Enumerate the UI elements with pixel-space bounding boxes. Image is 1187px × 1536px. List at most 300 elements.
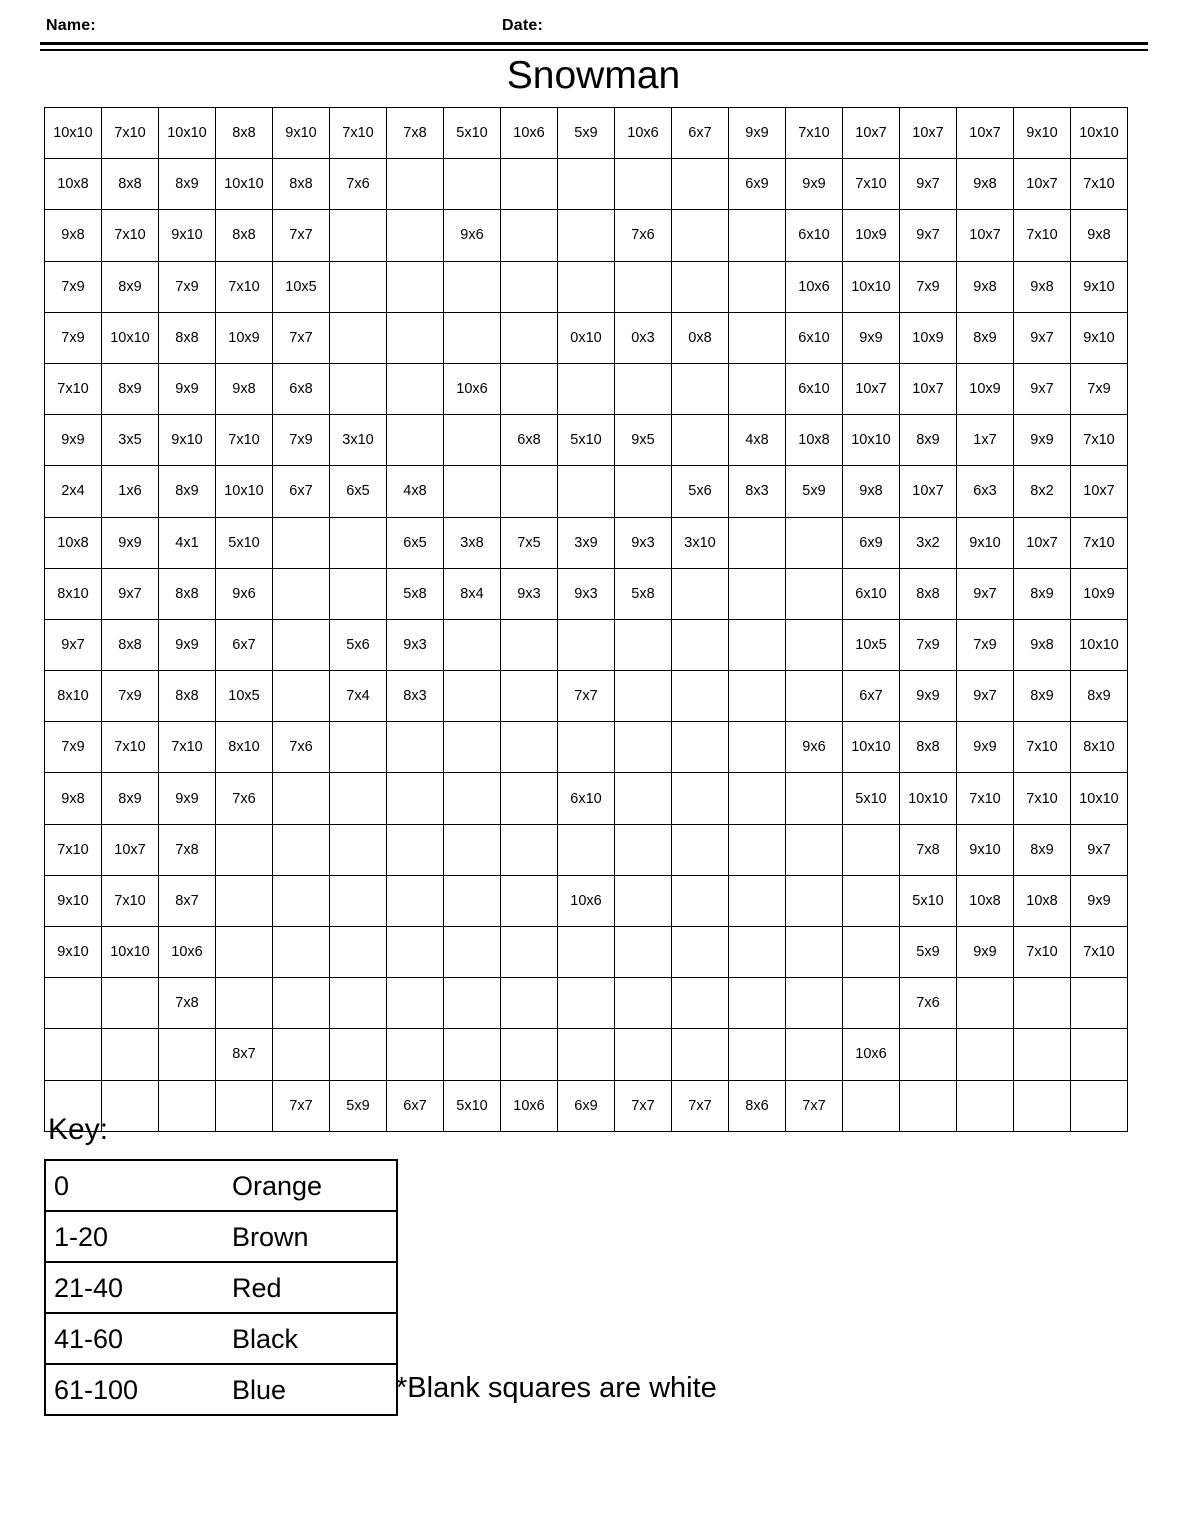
puzzle-cell[interactable]: 7x7 <box>273 210 330 261</box>
puzzle-cell[interactable]: 8x9 <box>102 261 159 312</box>
puzzle-cell[interactable]: 10x9 <box>843 210 900 261</box>
puzzle-cell[interactable]: 9x9 <box>729 108 786 159</box>
puzzle-cell[interactable] <box>102 978 159 1029</box>
puzzle-cell[interactable]: 9x8 <box>1014 619 1071 670</box>
puzzle-cell[interactable]: 7x9 <box>45 312 102 363</box>
puzzle-cell[interactable]: 10x7 <box>1014 517 1071 568</box>
puzzle-cell[interactable] <box>729 312 786 363</box>
puzzle-cell[interactable]: 7x10 <box>1071 927 1128 978</box>
puzzle-cell[interactable]: 6x8 <box>501 415 558 466</box>
puzzle-cell[interactable]: 7x10 <box>957 773 1014 824</box>
puzzle-cell[interactable]: 10x6 <box>615 108 672 159</box>
puzzle-cell[interactable] <box>45 1029 102 1080</box>
puzzle-cell[interactable] <box>1071 1080 1128 1131</box>
puzzle-cell[interactable]: 10x10 <box>900 773 957 824</box>
puzzle-cell[interactable]: 5x8 <box>387 568 444 619</box>
puzzle-cell[interactable]: 9x8 <box>957 261 1014 312</box>
puzzle-cell[interactable] <box>273 978 330 1029</box>
puzzle-cell[interactable] <box>501 363 558 414</box>
puzzle-cell[interactable]: 9x8 <box>45 773 102 824</box>
puzzle-cell[interactable]: 9x8 <box>216 363 273 414</box>
puzzle-cell[interactable] <box>786 568 843 619</box>
puzzle-cell[interactable] <box>330 210 387 261</box>
puzzle-cell[interactable] <box>729 875 786 926</box>
puzzle-cell[interactable] <box>786 824 843 875</box>
puzzle-cell[interactable] <box>558 722 615 773</box>
puzzle-cell[interactable]: 7x9 <box>273 415 330 466</box>
puzzle-cell[interactable]: 7x10 <box>786 108 843 159</box>
puzzle-cell[interactable] <box>672 159 729 210</box>
puzzle-cell[interactable] <box>615 875 672 926</box>
puzzle-cell[interactable]: 3x10 <box>330 415 387 466</box>
puzzle-cell[interactable] <box>729 773 786 824</box>
puzzle-cell[interactable] <box>444 978 501 1029</box>
puzzle-cell[interactable] <box>501 722 558 773</box>
puzzle-cell[interactable] <box>786 1029 843 1080</box>
puzzle-cell[interactable]: 1x6 <box>102 466 159 517</box>
puzzle-cell[interactable] <box>444 671 501 722</box>
puzzle-cell[interactable]: 10x9 <box>957 363 1014 414</box>
puzzle-cell[interactable]: 10x8 <box>957 875 1014 926</box>
puzzle-cell[interactable]: 6x9 <box>729 159 786 210</box>
puzzle-cell[interactable]: 10x10 <box>843 261 900 312</box>
puzzle-cell[interactable]: 7x9 <box>102 671 159 722</box>
puzzle-cell[interactable]: 7x10 <box>1014 210 1071 261</box>
puzzle-cell[interactable]: 8x9 <box>957 312 1014 363</box>
puzzle-cell[interactable]: 9x9 <box>159 773 216 824</box>
puzzle-cell[interactable]: 9x7 <box>1014 312 1071 363</box>
puzzle-cell[interactable]: 8x8 <box>900 568 957 619</box>
puzzle-cell[interactable] <box>672 722 729 773</box>
puzzle-cell[interactable]: 9x10 <box>159 210 216 261</box>
puzzle-cell[interactable]: 7x7 <box>558 671 615 722</box>
puzzle-cell[interactable] <box>729 363 786 414</box>
puzzle-cell[interactable]: 10x10 <box>1071 773 1128 824</box>
puzzle-cell[interactable]: 0x10 <box>558 312 615 363</box>
puzzle-cell[interactable]: 7x7 <box>672 1080 729 1131</box>
puzzle-cell[interactable]: 9x3 <box>501 568 558 619</box>
puzzle-cell[interactable] <box>387 722 444 773</box>
puzzle-cell[interactable] <box>615 722 672 773</box>
puzzle-cell[interactable]: 6x7 <box>672 108 729 159</box>
puzzle-cell[interactable]: 3x9 <box>558 517 615 568</box>
puzzle-cell[interactable] <box>444 466 501 517</box>
puzzle-cell[interactable]: 5x10 <box>843 773 900 824</box>
puzzle-cell[interactable]: 9x9 <box>102 517 159 568</box>
puzzle-cell[interactable]: 5x9 <box>558 108 615 159</box>
puzzle-cell[interactable] <box>330 978 387 1029</box>
puzzle-cell[interactable] <box>1014 978 1071 1029</box>
puzzle-cell[interactable] <box>387 415 444 466</box>
puzzle-cell[interactable]: 10x6 <box>444 363 501 414</box>
puzzle-cell[interactable] <box>672 824 729 875</box>
puzzle-cell[interactable] <box>501 261 558 312</box>
puzzle-cell[interactable] <box>444 415 501 466</box>
puzzle-cell[interactable]: 9x9 <box>45 415 102 466</box>
puzzle-cell[interactable]: 9x9 <box>900 671 957 722</box>
puzzle-cell[interactable] <box>159 1029 216 1080</box>
puzzle-cell[interactable] <box>729 978 786 1029</box>
puzzle-cell[interactable] <box>444 722 501 773</box>
puzzle-cell[interactable]: 7x10 <box>1014 927 1071 978</box>
puzzle-cell[interactable]: 7x10 <box>1014 722 1071 773</box>
puzzle-cell[interactable]: 7x9 <box>957 619 1014 670</box>
puzzle-cell[interactable] <box>273 773 330 824</box>
puzzle-cell[interactable] <box>330 261 387 312</box>
puzzle-cell[interactable]: 9x9 <box>159 619 216 670</box>
puzzle-cell[interactable]: 8x9 <box>1014 568 1071 619</box>
puzzle-cell[interactable]: 10x8 <box>1014 875 1071 926</box>
puzzle-cell[interactable] <box>501 619 558 670</box>
puzzle-cell[interactable]: 9x10 <box>1014 108 1071 159</box>
puzzle-cell[interactable]: 9x7 <box>900 210 957 261</box>
puzzle-cell[interactable]: 8x8 <box>159 671 216 722</box>
puzzle-cell[interactable]: 10x6 <box>501 108 558 159</box>
puzzle-cell[interactable] <box>786 619 843 670</box>
puzzle-cell[interactable]: 10x7 <box>957 210 1014 261</box>
puzzle-cell[interactable] <box>501 875 558 926</box>
puzzle-cell[interactable] <box>1071 1029 1128 1080</box>
puzzle-cell[interactable] <box>729 722 786 773</box>
puzzle-cell[interactable] <box>615 1029 672 1080</box>
puzzle-cell[interactable] <box>729 619 786 670</box>
puzzle-cell[interactable]: 10x7 <box>1071 466 1128 517</box>
puzzle-cell[interactable] <box>273 619 330 670</box>
puzzle-cell[interactable]: 10x6 <box>558 875 615 926</box>
puzzle-cell[interactable]: 8x3 <box>387 671 444 722</box>
puzzle-cell[interactable]: 7x8 <box>159 824 216 875</box>
puzzle-cell[interactable] <box>444 1029 501 1080</box>
puzzle-cell[interactable] <box>501 671 558 722</box>
puzzle-cell[interactable]: 2x4 <box>45 466 102 517</box>
puzzle-cell[interactable] <box>444 875 501 926</box>
puzzle-cell[interactable] <box>387 363 444 414</box>
puzzle-cell[interactable]: 6x8 <box>273 363 330 414</box>
puzzle-cell[interactable]: 8x7 <box>216 1029 273 1080</box>
puzzle-cell[interactable] <box>558 466 615 517</box>
puzzle-cell[interactable]: 9x8 <box>843 466 900 517</box>
puzzle-cell[interactable]: 9x10 <box>45 875 102 926</box>
puzzle-cell[interactable] <box>843 927 900 978</box>
puzzle-cell[interactable] <box>786 927 843 978</box>
puzzle-cell[interactable] <box>159 1080 216 1131</box>
puzzle-cell[interactable]: 6x5 <box>330 466 387 517</box>
puzzle-cell[interactable]: 7x7 <box>273 1080 330 1131</box>
puzzle-cell[interactable]: 9x10 <box>1071 261 1128 312</box>
puzzle-cell[interactable] <box>273 875 330 926</box>
puzzle-cell[interactable] <box>273 568 330 619</box>
puzzle-cell[interactable]: 9x8 <box>1071 210 1128 261</box>
puzzle-cell[interactable]: 8x9 <box>102 773 159 824</box>
puzzle-cell[interactable] <box>729 517 786 568</box>
puzzle-cell[interactable]: 8x8 <box>159 312 216 363</box>
puzzle-cell[interactable] <box>672 415 729 466</box>
puzzle-cell[interactable] <box>216 978 273 1029</box>
puzzle-cell[interactable] <box>444 927 501 978</box>
puzzle-cell[interactable]: 7x6 <box>273 722 330 773</box>
puzzle-cell[interactable] <box>387 261 444 312</box>
puzzle-cell[interactable]: 7x8 <box>159 978 216 1029</box>
puzzle-cell[interactable] <box>501 159 558 210</box>
puzzle-cell[interactable]: 7x7 <box>615 1080 672 1131</box>
puzzle-cell[interactable] <box>444 824 501 875</box>
puzzle-cell[interactable]: 10x8 <box>45 517 102 568</box>
puzzle-cell[interactable] <box>444 773 501 824</box>
puzzle-cell[interactable] <box>558 619 615 670</box>
puzzle-cell[interactable]: 9x3 <box>558 568 615 619</box>
puzzle-cell[interactable]: 7x9 <box>45 722 102 773</box>
puzzle-cell[interactable]: 7x9 <box>45 261 102 312</box>
puzzle-cell[interactable] <box>672 261 729 312</box>
puzzle-cell[interactable] <box>957 1029 1014 1080</box>
puzzle-cell[interactable]: 10x6 <box>786 261 843 312</box>
puzzle-cell[interactable] <box>273 671 330 722</box>
puzzle-cell[interactable] <box>330 722 387 773</box>
puzzle-cell[interactable]: 7x10 <box>1014 773 1071 824</box>
puzzle-cell[interactable] <box>330 312 387 363</box>
puzzle-cell[interactable]: 6x10 <box>786 363 843 414</box>
puzzle-cell[interactable]: 9x9 <box>786 159 843 210</box>
puzzle-cell[interactable] <box>672 1029 729 1080</box>
puzzle-cell[interactable] <box>843 875 900 926</box>
puzzle-cell[interactable] <box>729 210 786 261</box>
puzzle-cell[interactable]: 9x7 <box>102 568 159 619</box>
puzzle-cell[interactable] <box>900 1080 957 1131</box>
puzzle-cell[interactable] <box>102 1080 159 1131</box>
puzzle-cell[interactable] <box>672 875 729 926</box>
puzzle-cell[interactable] <box>558 159 615 210</box>
puzzle-cell[interactable]: 10x7 <box>900 363 957 414</box>
puzzle-cell[interactable]: 7x6 <box>330 159 387 210</box>
puzzle-cell[interactable]: 6x7 <box>387 1080 444 1131</box>
puzzle-cell[interactable]: 9x8 <box>1014 261 1071 312</box>
puzzle-cell[interactable]: 8x8 <box>102 619 159 670</box>
puzzle-cell[interactable]: 9x8 <box>957 159 1014 210</box>
puzzle-cell[interactable]: 10x8 <box>45 159 102 210</box>
puzzle-cell[interactable] <box>672 773 729 824</box>
puzzle-cell[interactable] <box>615 773 672 824</box>
puzzle-cell[interactable]: 5x10 <box>444 108 501 159</box>
puzzle-cell[interactable] <box>216 824 273 875</box>
puzzle-cell[interactable]: 5x8 <box>615 568 672 619</box>
puzzle-cell[interactable] <box>501 824 558 875</box>
puzzle-cell[interactable] <box>558 1029 615 1080</box>
puzzle-cell[interactable]: 9x9 <box>159 363 216 414</box>
puzzle-cell[interactable]: 8x10 <box>45 568 102 619</box>
puzzle-cell[interactable]: 9x7 <box>900 159 957 210</box>
puzzle-cell[interactable]: 6x10 <box>843 568 900 619</box>
puzzle-cell[interactable]: 10x10 <box>843 415 900 466</box>
puzzle-cell[interactable] <box>615 619 672 670</box>
puzzle-cell[interactable]: 10x7 <box>843 363 900 414</box>
puzzle-cell[interactable]: 7x10 <box>1071 159 1128 210</box>
puzzle-cell[interactable]: 7x10 <box>102 210 159 261</box>
puzzle-cell[interactable]: 8x8 <box>216 210 273 261</box>
puzzle-cell[interactable]: 9x10 <box>957 824 1014 875</box>
puzzle-cell[interactable]: 5x9 <box>900 927 957 978</box>
puzzle-cell[interactable] <box>330 927 387 978</box>
puzzle-cell[interactable] <box>729 927 786 978</box>
puzzle-cell[interactable] <box>558 210 615 261</box>
puzzle-cell[interactable] <box>558 261 615 312</box>
puzzle-cell[interactable] <box>387 312 444 363</box>
puzzle-cell[interactable]: 10x7 <box>1014 159 1071 210</box>
puzzle-cell[interactable]: 8x9 <box>159 466 216 517</box>
puzzle-cell[interactable]: 9x5 <box>615 415 672 466</box>
puzzle-cell[interactable]: 6x10 <box>786 210 843 261</box>
puzzle-cell[interactable]: 6x7 <box>843 671 900 722</box>
puzzle-cell[interactable]: 5x6 <box>330 619 387 670</box>
puzzle-cell[interactable]: 8x9 <box>102 363 159 414</box>
puzzle-cell[interactable]: 4x1 <box>159 517 216 568</box>
puzzle-cell[interactable]: 10x6 <box>159 927 216 978</box>
puzzle-cell[interactable] <box>672 619 729 670</box>
puzzle-cell[interactable]: 10x7 <box>900 108 957 159</box>
puzzle-cell[interactable]: 7x10 <box>102 722 159 773</box>
puzzle-cell[interactable] <box>387 927 444 978</box>
puzzle-cell[interactable]: 8x8 <box>159 568 216 619</box>
puzzle-cell[interactable]: 6x7 <box>216 619 273 670</box>
puzzle-cell[interactable]: 8x3 <box>729 466 786 517</box>
puzzle-cell[interactable]: 10x6 <box>843 1029 900 1080</box>
puzzle-cell[interactable]: 8x9 <box>1014 671 1071 722</box>
puzzle-cell[interactable] <box>387 1029 444 1080</box>
puzzle-cell[interactable] <box>1014 1080 1071 1131</box>
puzzle-cell[interactable]: 0x3 <box>615 312 672 363</box>
puzzle-cell[interactable]: 9x7 <box>957 568 1014 619</box>
puzzle-cell[interactable] <box>615 978 672 1029</box>
puzzle-cell[interactable] <box>387 210 444 261</box>
puzzle-cell[interactable]: 7x10 <box>1071 415 1128 466</box>
puzzle-cell[interactable]: 5x10 <box>900 875 957 926</box>
puzzle-cell[interactable] <box>330 568 387 619</box>
puzzle-cell[interactable]: 1x7 <box>957 415 1014 466</box>
puzzle-cell[interactable]: 9x10 <box>273 108 330 159</box>
puzzle-cell[interactable] <box>615 466 672 517</box>
puzzle-cell[interactable]: 5x9 <box>786 466 843 517</box>
puzzle-cell[interactable]: 8x8 <box>273 159 330 210</box>
puzzle-cell[interactable] <box>501 773 558 824</box>
puzzle-cell[interactable]: 3x10 <box>672 517 729 568</box>
puzzle-cell[interactable] <box>672 671 729 722</box>
puzzle-cell[interactable]: 4x8 <box>387 466 444 517</box>
puzzle-cell[interactable] <box>558 927 615 978</box>
puzzle-cell[interactable]: 10x10 <box>843 722 900 773</box>
puzzle-cell[interactable]: 10x10 <box>216 159 273 210</box>
puzzle-cell[interactable] <box>501 312 558 363</box>
puzzle-cell[interactable] <box>786 671 843 722</box>
puzzle-cell[interactable]: 6x3 <box>957 466 1014 517</box>
puzzle-cell[interactable]: 6x9 <box>843 517 900 568</box>
puzzle-cell[interactable]: 9x9 <box>957 927 1014 978</box>
puzzle-cell[interactable] <box>615 824 672 875</box>
puzzle-cell[interactable]: 8x8 <box>102 159 159 210</box>
puzzle-cell[interactable]: 7x6 <box>615 210 672 261</box>
puzzle-cell[interactable]: 9x7 <box>45 619 102 670</box>
puzzle-cell[interactable]: 9x9 <box>957 722 1014 773</box>
puzzle-cell[interactable]: 7x10 <box>216 261 273 312</box>
puzzle-cell[interactable] <box>615 927 672 978</box>
puzzle-cell[interactable] <box>330 517 387 568</box>
puzzle-cell[interactable]: 7x10 <box>216 415 273 466</box>
puzzle-cell[interactable]: 10x10 <box>159 108 216 159</box>
puzzle-cell[interactable]: 5x10 <box>444 1080 501 1131</box>
puzzle-cell[interactable] <box>501 210 558 261</box>
puzzle-cell[interactable]: 6x7 <box>273 466 330 517</box>
puzzle-cell[interactable]: 7x10 <box>159 722 216 773</box>
puzzle-cell[interactable]: 10x9 <box>900 312 957 363</box>
puzzle-cell[interactable] <box>615 159 672 210</box>
puzzle-cell[interactable] <box>957 978 1014 1029</box>
puzzle-cell[interactable] <box>387 773 444 824</box>
puzzle-cell[interactable] <box>615 261 672 312</box>
puzzle-cell[interactable]: 9x10 <box>159 415 216 466</box>
puzzle-cell[interactable]: 10x7 <box>900 466 957 517</box>
puzzle-cell[interactable]: 9x6 <box>444 210 501 261</box>
puzzle-cell[interactable] <box>330 773 387 824</box>
puzzle-cell[interactable]: 8x10 <box>216 722 273 773</box>
puzzle-cell[interactable]: 8x9 <box>159 159 216 210</box>
puzzle-cell[interactable]: 7x5 <box>501 517 558 568</box>
puzzle-cell[interactable]: 8x9 <box>1071 671 1128 722</box>
puzzle-cell[interactable] <box>672 363 729 414</box>
puzzle-cell[interactable] <box>330 875 387 926</box>
puzzle-cell[interactable] <box>330 363 387 414</box>
puzzle-cell[interactable] <box>615 671 672 722</box>
puzzle-cell[interactable]: 8x8 <box>900 722 957 773</box>
puzzle-cell[interactable]: 4x8 <box>729 415 786 466</box>
puzzle-cell[interactable]: 9x7 <box>1071 824 1128 875</box>
puzzle-cell[interactable]: 10x9 <box>216 312 273 363</box>
puzzle-cell[interactable]: 7x7 <box>786 1080 843 1131</box>
puzzle-cell[interactable]: 7x7 <box>273 312 330 363</box>
puzzle-cell[interactable] <box>273 927 330 978</box>
puzzle-cell[interactable]: 9x7 <box>957 671 1014 722</box>
puzzle-cell[interactable]: 6x10 <box>558 773 615 824</box>
puzzle-cell[interactable]: 10x5 <box>273 261 330 312</box>
puzzle-cell[interactable] <box>330 824 387 875</box>
puzzle-cell[interactable] <box>786 773 843 824</box>
puzzle-cell[interactable]: 9x10 <box>1071 312 1128 363</box>
puzzle-cell[interactable]: 8x9 <box>900 415 957 466</box>
puzzle-cell[interactable]: 7x6 <box>216 773 273 824</box>
puzzle-cell[interactable]: 10x10 <box>1071 108 1128 159</box>
puzzle-cell[interactable]: 7x10 <box>45 824 102 875</box>
puzzle-cell[interactable]: 7x9 <box>159 261 216 312</box>
puzzle-cell[interactable] <box>444 619 501 670</box>
puzzle-cell[interactable]: 7x9 <box>900 619 957 670</box>
puzzle-cell[interactable] <box>957 1080 1014 1131</box>
puzzle-cell[interactable] <box>501 466 558 517</box>
puzzle-cell[interactable] <box>786 517 843 568</box>
puzzle-cell[interactable] <box>900 1029 957 1080</box>
puzzle-cell[interactable]: 8x8 <box>216 108 273 159</box>
puzzle-cell[interactable] <box>843 1080 900 1131</box>
puzzle-cell[interactable] <box>672 568 729 619</box>
puzzle-cell[interactable] <box>729 671 786 722</box>
puzzle-cell[interactable]: 7x10 <box>843 159 900 210</box>
puzzle-cell[interactable]: 7x8 <box>900 824 957 875</box>
puzzle-cell[interactable]: 10x7 <box>102 824 159 875</box>
puzzle-cell[interactable]: 8x2 <box>1014 466 1071 517</box>
puzzle-cell[interactable] <box>444 261 501 312</box>
puzzle-cell[interactable]: 9x10 <box>45 927 102 978</box>
puzzle-cell[interactable] <box>843 978 900 1029</box>
puzzle-cell[interactable] <box>387 824 444 875</box>
puzzle-cell[interactable] <box>501 978 558 1029</box>
puzzle-cell[interactable]: 0x8 <box>672 312 729 363</box>
puzzle-cell[interactable] <box>729 261 786 312</box>
